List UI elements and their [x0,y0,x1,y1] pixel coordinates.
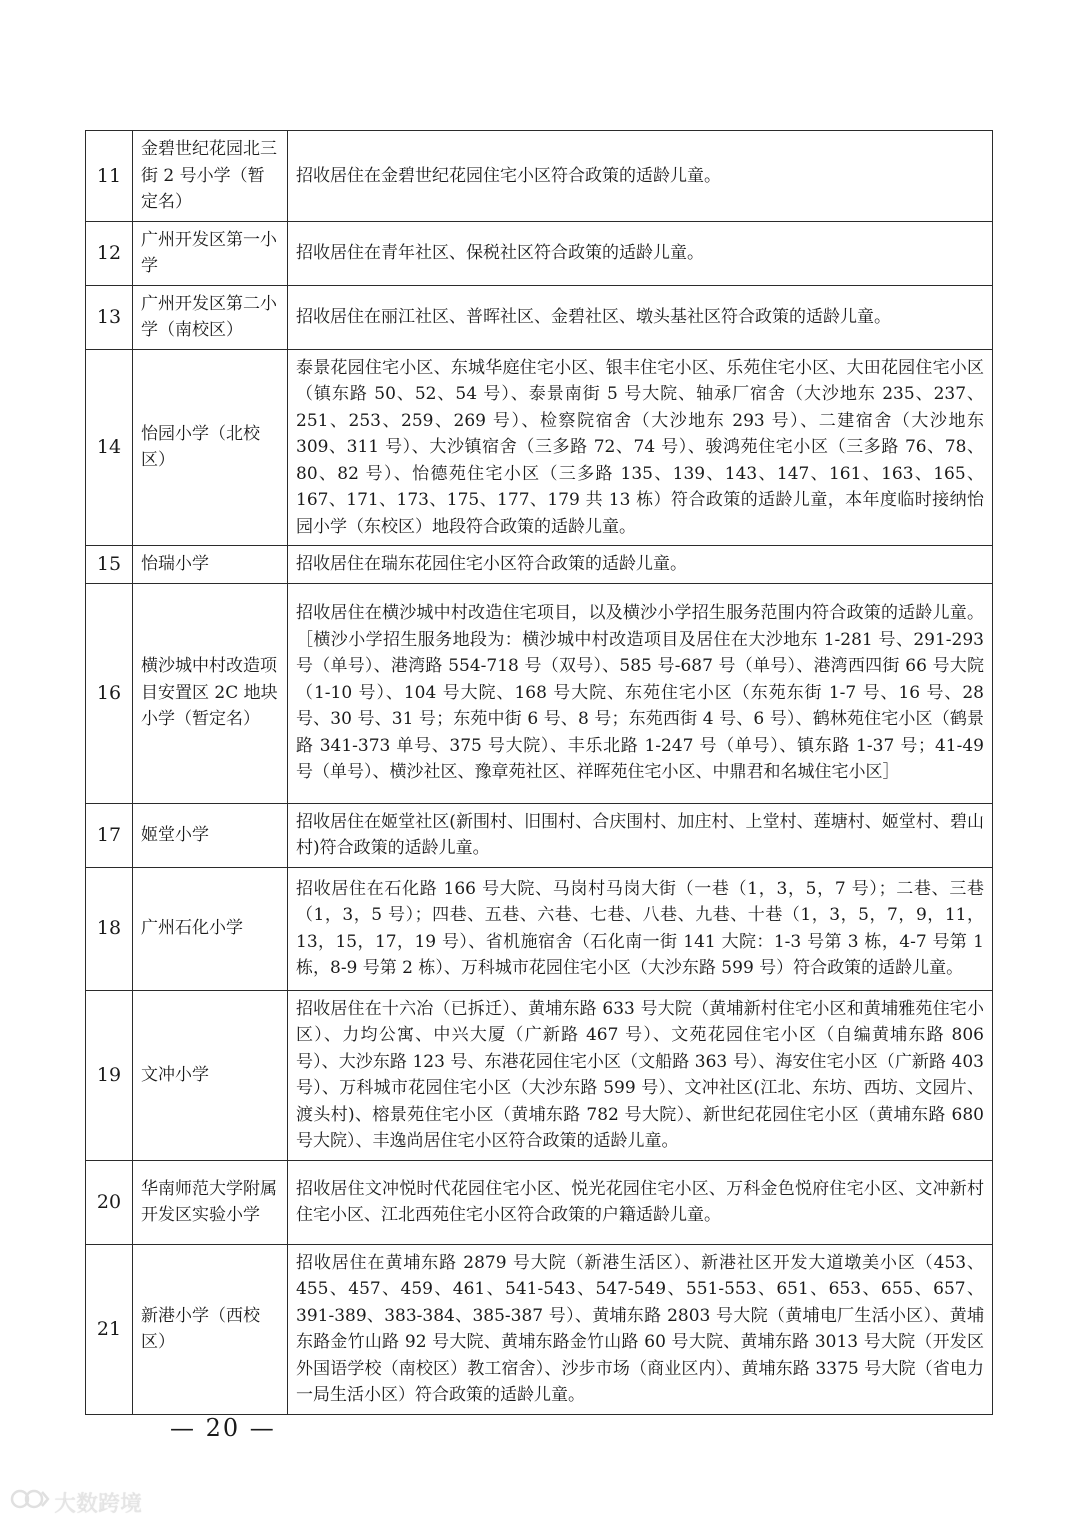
enrollment-scope: 招收居住在姬堂社区(新围村、旧围村、合庆围村、加庄村、上堂村、莲塘村、姬堂村、碧山村)符合政策的适龄儿童。 [288,803,993,867]
row-number: 13 [86,285,133,349]
enrollment-scope: 招收居住文冲悦时代花园住宅小区、悦光花园住宅小区、万科金色悦府住宅小区、文冲新村住宅小区、江北西苑住宅小区符合政策的户籍适龄儿童。 [288,1160,993,1244]
table-row [86,285,993,349]
school-name: 文冲小学 [133,990,288,1160]
school-name: 新港小学（西校区） [133,1244,288,1414]
logo-icon [10,1486,54,1518]
enrollment-scope: 招收居住在黄埔东路 2879 号大院（新港生活区）、新港社区开发大道墩美小区（453、455、457、459、461、541-543、547-549、551-553、651、653、655、657、391-389、383-384、385-387 号）、黄埔东路 2803 号大院（黄埔电厂生活小区）、黄埔东路金竹山路 92 号大院、黄埔东路金竹山路 60 号大院、黄埔东路 3013 号大院（开发区外国语学校（南校区）教工宿舍）、沙步市场（商业区内）、黄埔东路 3375 号大院（省电力一局生活小区）符合政策的适龄儿童。 [288,1244,993,1414]
table-row [86,1160,993,1244]
row-number: 11 [86,131,133,222]
table-row [86,867,993,990]
school-district-table [85,130,993,1415]
row-number: 21 [86,1244,133,1414]
enrollment-scope: 招收居住在石化路 166 号大院、马岗村马岗大街（一巷（1，3，5，7 号）；二巷、三巷（1，3，5 号）；四巷、五巷、六巷、七巷、八巷、九巷、十巷（1，3，5，7，9，11，13，15，17，19 号）、省机施宿舍（石化南一街 141 大院：1-3 号第 3 栋，4-7 号第 1 栋，8-9 号第 2 栋）、万科城市花园住宅小区（大沙东路 599 号）符合政策的适龄儿童。 [288,867,993,990]
school-name: 华南师范大学附属开发区实验小学 [133,1160,288,1244]
row-number: 20 [86,1160,133,1244]
enrollment-scope: 泰景花园住宅小区、东城华庭住宅小区、银丰住宅小区、乐苑住宅小区、大田花园住宅小区（镇东路 50、52、54 号）、泰景南街 5 号大院、轴承厂宿舍（大沙地东 235、237、251、253、259、269 号）、检察院宿舍（大沙地东 293 号）、二建宿舍（大沙地东 309、311 号）、大沙镇宿舍（三多路 72、74 号）、骏鸿苑住宅小区（三多路 76、78、80、82 号）、怡德苑住宅小区（三多路 135、139、143、147、161、163、165、167、171、173、175、177、179 共 13 栋）符合政策的适龄儿童，本年度临时接纳怡园小学（东校区）地段符合政策的适龄儿童。 [288,349,993,546]
row-number: 19 [86,990,133,1160]
school-name: 横沙城中村改造项目安置区 2C 地块小学（暂定名） [133,583,288,803]
enrollment-scope: 招收居住在青年社区、保税社区符合政策的适龄儿童。 [288,221,993,285]
enrollment-scope: 招收居住在十六冶（已拆迁）、黄埔东路 633 号大院（黄埔新村住宅小区和黄埔雅苑住宅小区）、力均公寓、中兴大厦（广新路 467 号）、文苑花园住宅小区（自编黄埔东路 806 号）、大沙东路 123 号、东港花园住宅小区（文船路 363 号）、海安住宅小区（广新路 403 号）、万科城市花园住宅小区（大沙东路 599 号）、文冲社区(江北、东坊、西坊、文园片、渡头村)、榕景苑住宅小区（黄埔东路 782 号大院）、新世纪花园住宅小区（黄埔东路 680 号大院）、丰逸尚居住宅小区符合政策的适龄儿童。 [288,990,993,1160]
school-name: 金碧世纪花园北三街 2 号小学（暂定名） [133,131,288,222]
table-row [86,131,993,222]
row-number: 16 [86,583,133,803]
table-row [86,990,993,1160]
school-name: 怡园小学（北校区） [133,349,288,546]
table-row [86,1244,993,1414]
school-name: 怡瑞小学 [133,546,288,584]
table-row [86,349,993,546]
school-name: 姬堂小学 [133,803,288,867]
page-number: — 20 — [170,1414,276,1442]
enrollment-scope: 招收居住在丽江社区、普晖社区、金碧社区、墩头基社区符合政策的适龄儿童。 [288,285,993,349]
table-row [86,546,993,584]
row-number: 12 [86,221,133,285]
table-row [86,221,993,285]
school-name: 广州开发区第二小学（南校区） [133,285,288,349]
watermark [10,1486,142,1518]
row-number: 17 [86,803,133,867]
watermark-text: 大数跨境 [54,1491,143,1517]
enrollment-scope: 招收居住在横沙城中村改造住宅项目，以及横沙小学招生服务范围内符合政策的适龄儿童。［横沙小学招生服务地段为：横沙城中村改造项目及居住在大沙地东 1-281 号、291-293 号（单号）、港湾路 554-718 号（双号）、585 号-687 号（单号）、港湾西四街 66 号大院（1-10 号）、104 号大院、168 号大院、东苑住宅小区（东苑东街 1-7 号、16 号、28 号、30 号、31 号；东苑中街 6 号、8 号；东苑西街 4 号、6 号）、鹤林苑住宅小区（鹤景路 341-373 单号、375 号大院）、丰乐北路 1-247 号（单号）、镇东路 1-37 号；41-49 号（单号）、横沙社区、豫章苑社区、祥晖苑住宅小区、中鼎君和名城住宅小区］ [288,583,993,803]
row-number: 15 [86,546,133,584]
row-number: 18 [86,867,133,990]
school-name: 广州开发区第一小学 [133,221,288,285]
table-row [86,803,993,867]
row-number: 14 [86,349,133,546]
enrollment-scope: 招收居住在瑞东花园住宅小区符合政策的适龄儿童。 [288,546,993,584]
enrollment-scope: 招收居住在金碧世纪花园住宅小区符合政策的适龄儿童。 [288,131,993,222]
table-row [86,583,993,803]
school-name: 广州石化小学 [133,867,288,990]
